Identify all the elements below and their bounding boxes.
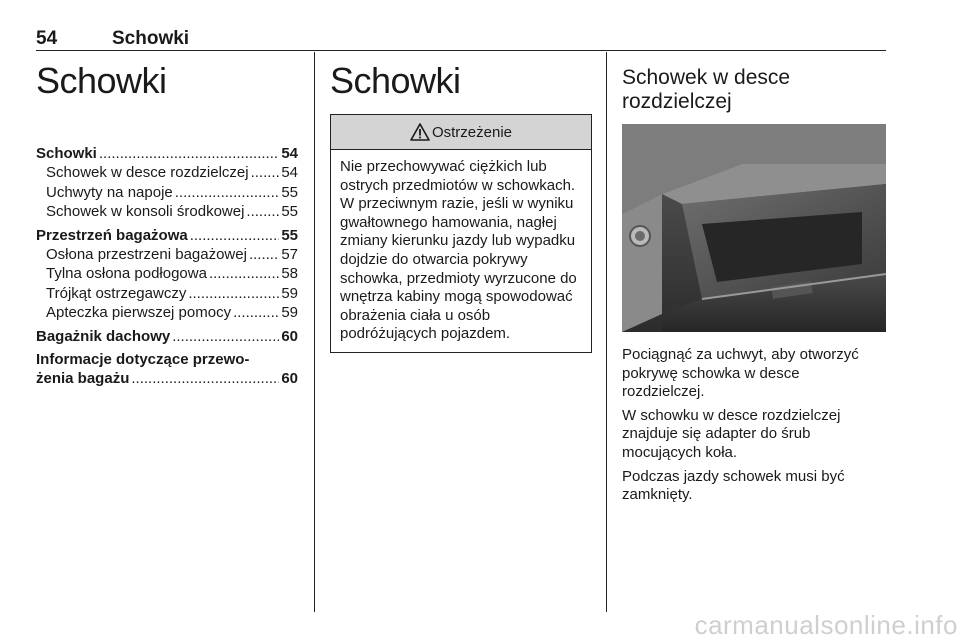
section-title: Schowki (330, 60, 461, 101)
chapter-title: Schowki (36, 60, 167, 101)
header-divider (36, 50, 886, 51)
left-column (36, 60, 298, 102)
toc-page: 55 (281, 203, 298, 221)
subsection-title-line1: Schowek w desce (622, 66, 791, 89)
toc-leader (249, 245, 279, 264)
toc-page: 59 (281, 284, 298, 302)
toc-page: 55 (281, 226, 298, 244)
toc-leader (175, 183, 280, 202)
warning-box (330, 114, 592, 353)
toc-label: Schowek w desce rozdzielczej (46, 164, 249, 182)
toc-entry[interactable] (36, 245, 298, 264)
toc-entry[interactable] (36, 303, 298, 322)
toc-entry[interactable] (36, 264, 298, 283)
toc-entry[interactable] (36, 163, 298, 182)
warning-heading: Ostrzeżenie (431, 123, 513, 141)
toc-leader (209, 264, 279, 283)
toc-label: Schowki (36, 145, 97, 162)
toc-label: Apteczka pierwszej pomocy (46, 304, 232, 322)
toc-entry[interactable] (36, 202, 298, 221)
page-number: 54 (36, 28, 58, 49)
toc-leader (99, 144, 279, 163)
toc-label: Bagażnik dachowy (36, 327, 171, 345)
middle-column (330, 60, 592, 102)
warning-header (331, 115, 591, 150)
toc-leader (188, 284, 279, 303)
toc-entry[interactable] (36, 284, 298, 303)
column-divider-2 (606, 52, 607, 612)
page-header (36, 28, 886, 50)
toc-page: 54 (281, 164, 298, 182)
toc-entry[interactable] (36, 144, 298, 163)
paragraph: Podczas jazdy schowek musi być zamknięty. (622, 467, 845, 504)
toc-page: 60 (281, 327, 298, 345)
toc-page: 59 (281, 304, 298, 322)
toc-leader (251, 163, 280, 182)
warning-triangle-icon (410, 123, 430, 141)
toc-entry[interactable] (36, 226, 298, 245)
toc-leader (190, 226, 280, 245)
watermark: carmanualsonline.info (694, 610, 958, 640)
toc-leader (233, 303, 279, 322)
paragraph: Pociągnąć za uchwyt, aby otworzyć pokrywę schowka w desce rozdzielczej. (622, 346, 859, 401)
body-text (622, 346, 886, 510)
toc-entry[interactable] (36, 350, 298, 389)
toc-page: 58 (281, 265, 298, 283)
toc-page: 57 (281, 246, 298, 264)
toc-label: Przestrzeń bagażowa (36, 226, 188, 244)
right-column (622, 66, 886, 114)
running-title: Schowki (112, 28, 190, 49)
toc-label: Informacje dotyczące przewo- (36, 351, 250, 369)
toc-leader (131, 369, 279, 388)
toc-label: Trójkąt ostrzegawczy (46, 284, 187, 302)
glovebox-photo (622, 124, 886, 332)
subsection-title-line2: rozdzielczej (622, 90, 732, 113)
toc-leader (172, 327, 279, 346)
toc-leader (246, 202, 279, 221)
toc-label: żenia bagażu (36, 370, 130, 388)
toc-label: Osłona przestrzeni bagażowej (46, 246, 247, 264)
paragraph: W schowku w desce rozdzielczej znajduje się adapter do śrub mocujących koła. (622, 406, 841, 461)
warning-text: Nie przechowywać ciężkich lub ostrych przedmiotów w schowkach. W przeciwnym razie, jeśli w wyniku gwałtownego hamowania, nagłej zmiany kierunku jazdy lub wypadku dojdzie do otwarcia pokrywy schowka, przedmioty wyrzucone do wnętrza kabiny mogą spowodować obrażenia ciała u osób podróżujących pojazdem. (340, 158, 577, 343)
toc-entry[interactable] (36, 183, 298, 202)
table-of-contents (36, 144, 298, 389)
toc-label: Tylna osłona podłogowa (46, 265, 207, 283)
toc-entry[interactable] (36, 327, 298, 346)
subsection-title (622, 66, 886, 114)
toc-page: 54 (281, 145, 298, 162)
toc-label: Schowek w konsoli środkowej (46, 203, 245, 221)
toc-page: 60 (281, 370, 298, 388)
toc-label: Uchwyty na napoje (46, 183, 173, 201)
column-divider-1 (314, 52, 315, 612)
toc-page: 55 (281, 183, 298, 201)
